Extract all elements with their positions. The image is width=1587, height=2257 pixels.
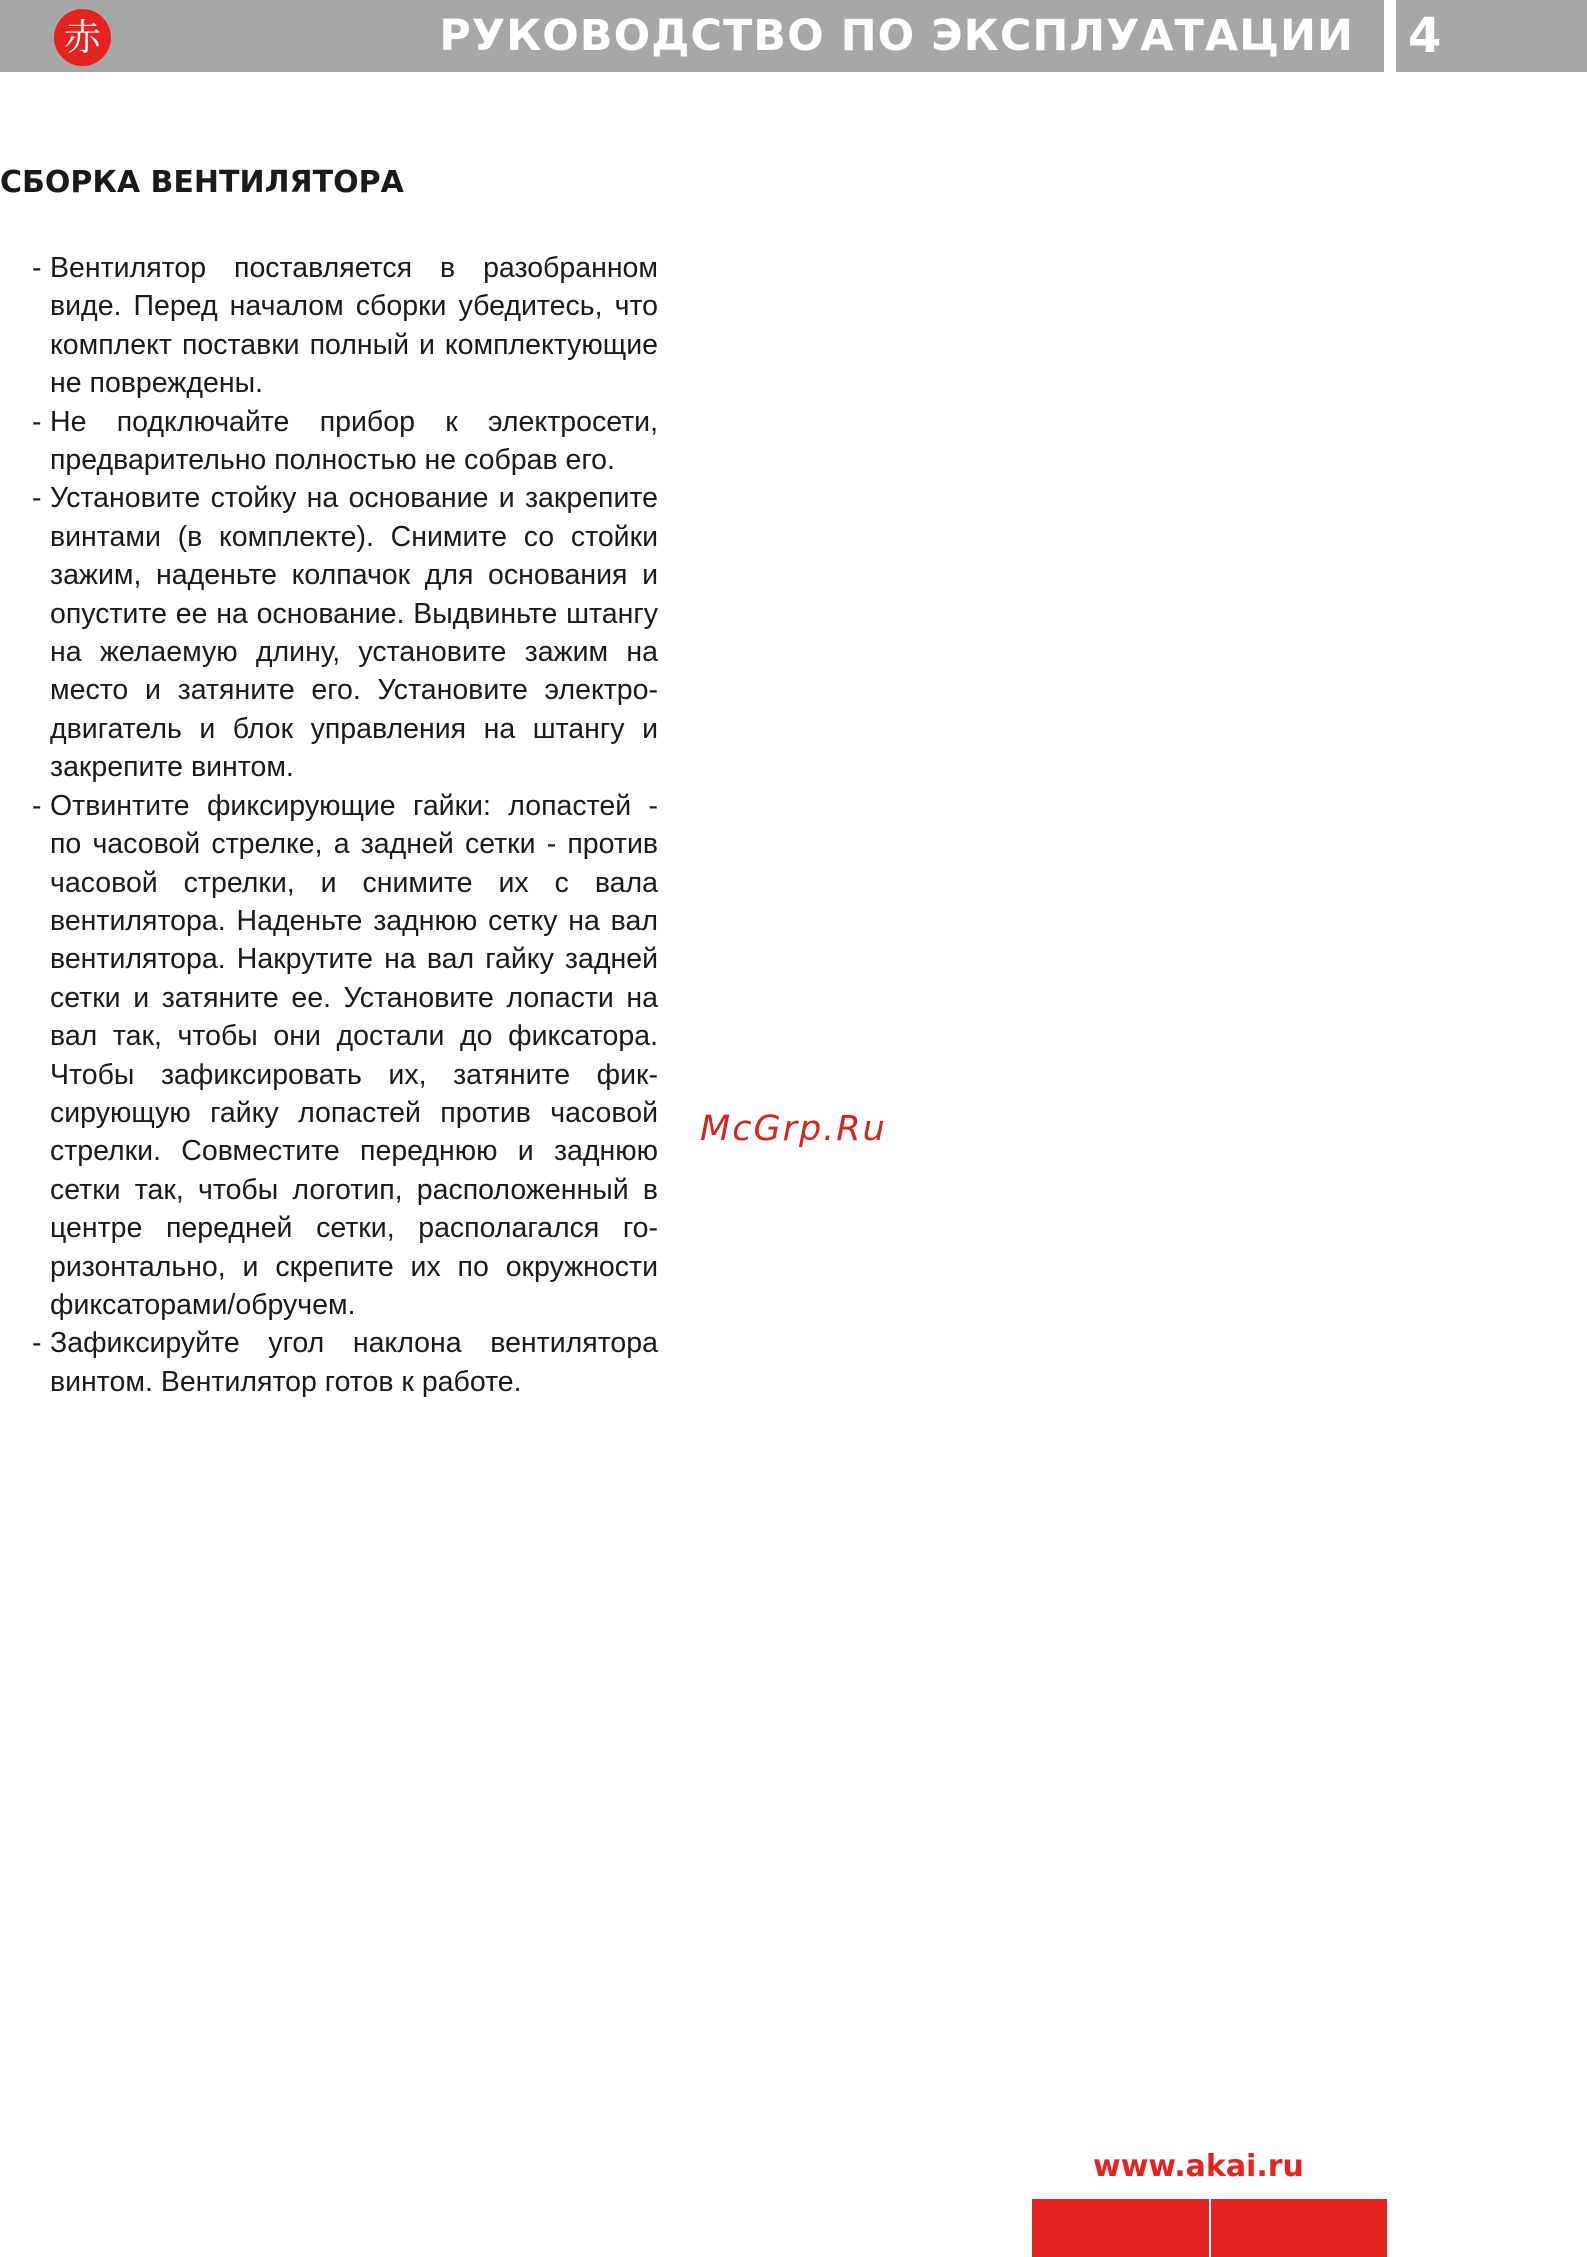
bullet-dash: -	[32, 1327, 42, 1360]
instruction-text: Не подключайте прибор к электросети, предварительно полностью не собрав его.	[50, 405, 658, 477]
instruction-item	[0, 1324, 658, 1401]
header-bar	[0, 0, 1384, 72]
instruction-item	[0, 787, 658, 1325]
instruction-text: Зафиксируйте угол наклона вентилятора винтом. Вентилятор готов к работе.	[50, 1327, 658, 1398]
watermark: McGrp.Ru	[700, 1109, 887, 1149]
section-title: СБОРКА ВЕНТИЛЯТОРА	[0, 165, 404, 200]
assembly-instructions	[0, 249, 658, 1401]
page-number: 4	[1408, 8, 1442, 64]
akai-logo	[54, 9, 111, 66]
instruction-item	[0, 403, 658, 480]
instruction-text: Отвинтите фиксирующие гайки: лопастей - по часовой стрелке, а задней сетки - против часовой стрелки, и снимите их с вала вентилятора. Наденьте заднюю сетку на вал вентилятора. Накрутите на вал гайку задней сетки и затяните ее. Установите лопасти на вал так, чтобы они достали до фиксатора. Чтобы зафиксировать их, затяните фиксирующую гайку лопастей против часовой стрелки. Совместите переднюю и заднюю сетки так, чтобы логотип, расположенный в центре передней сетки, располагался горизонтально, и скрепите их по окружности фиксаторами/обручем.	[50, 789, 658, 1321]
footer-red-block	[1211, 2199, 1387, 2257]
bullet-dash: -	[32, 405, 42, 438]
instruction-text: Вентилятор поставляется в разобранном виде. Перед началом сборки убедитесь, что комплект поставки полный и комплектующие не повреждены.	[50, 252, 658, 400]
bullet-dash: -	[32, 252, 42, 284]
footer-red-block	[1032, 2199, 1209, 2257]
instruction-item	[0, 249, 658, 403]
manual-title: РУКОВОДСТВО ПО ЭКСПЛУАТАЦИИ	[439, 11, 1354, 61]
instruction-text: Установите стойку на основание и закрепите винтами (в комплекте). Снимите со стойки зажим, наденьте колпачок для основания и опустите ее на основание. Выдвиньте штангу на желаемую длину, установите зажим на место и затяните его. Установите электродвигатель и блок управления на штангу и закрепите винтом.	[50, 482, 658, 784]
page-number-box	[1396, 0, 1587, 72]
bullet-dash: -	[32, 482, 42, 515]
instruction-item	[0, 479, 658, 786]
logo-glyph: 赤	[64, 16, 101, 59]
website-link[interactable]: www.akai.ru	[1093, 2149, 1304, 2184]
bullet-dash: -	[32, 789, 42, 822]
